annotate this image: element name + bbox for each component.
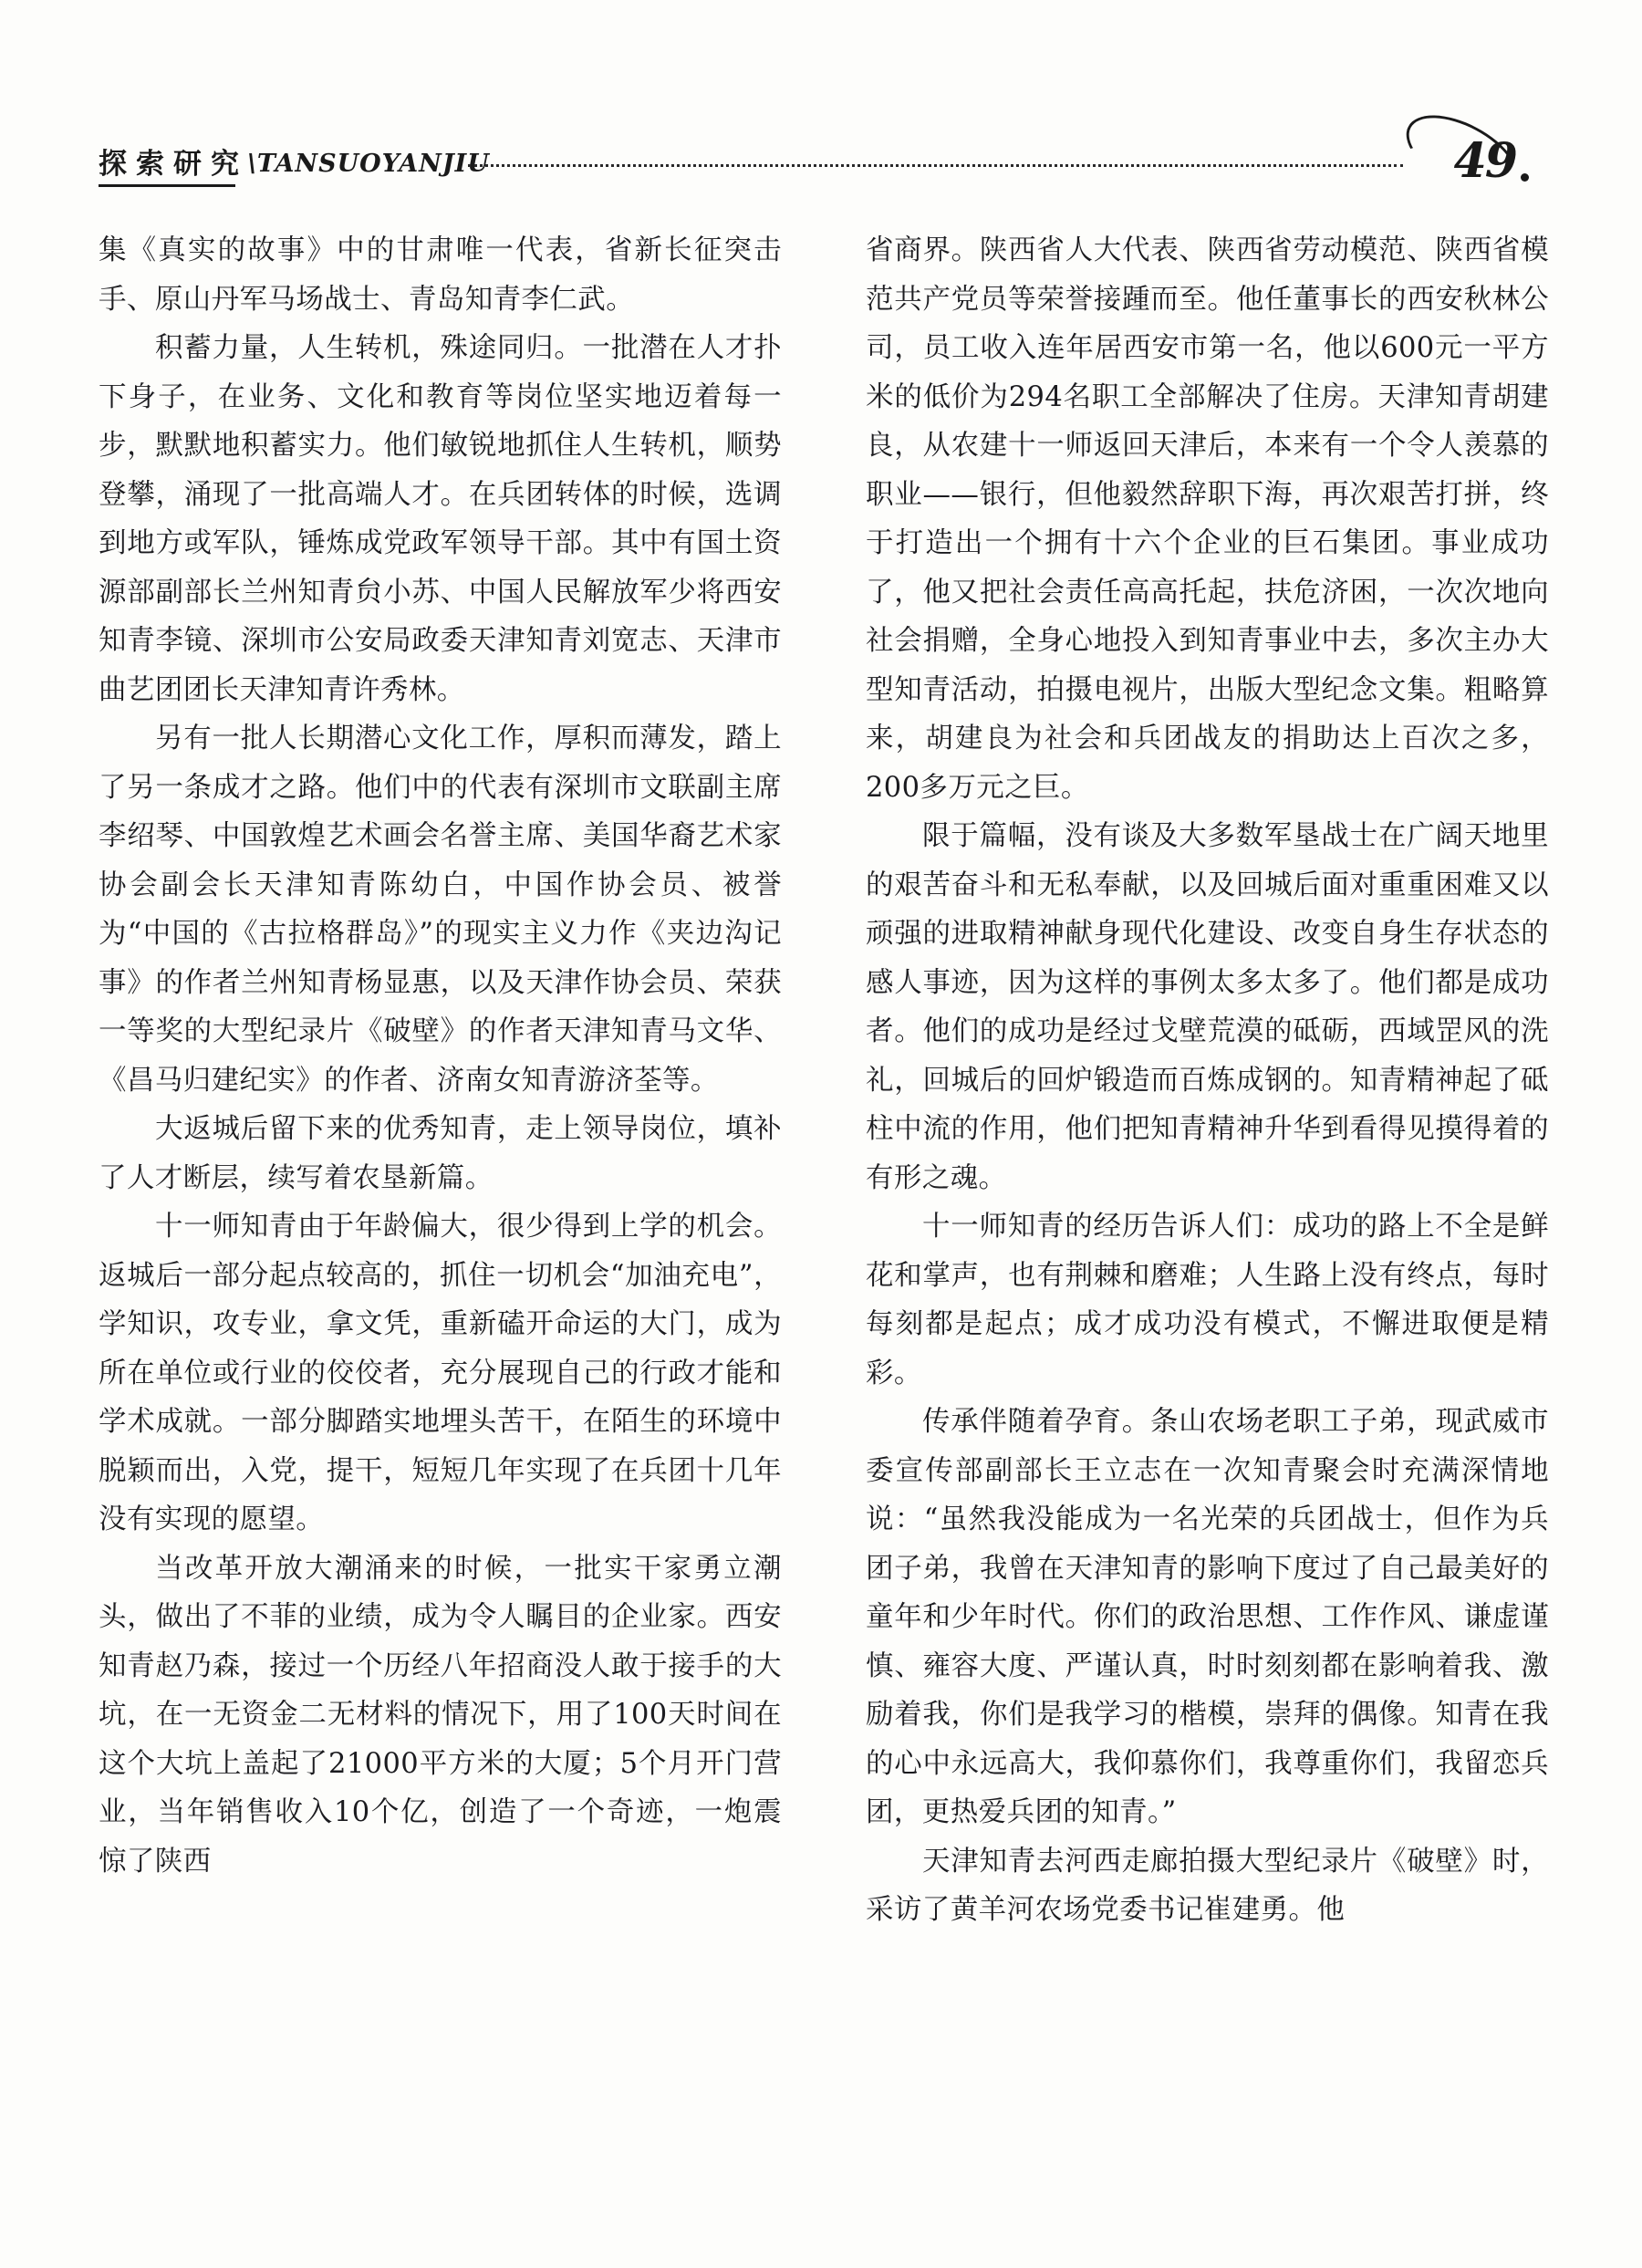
paragraph: 另有一批人长期潜心文化工作，厚积而薄发，踏上了另一条成才之路。他们中的代表有深圳市文联副主席李绍琴、中国敦煌艺术画会名誉主席、美国华裔艺术家协会副会长天津知青陈幼白，中国作协会员、被誉为“中国的《古拉格群岛》”的现实主义力作《夹边沟记事》的作者兰州知青杨显惠，以及天津作协会员、荣获一等奖的大型纪录片《破壁》的作者天津知青马文华、《昌马归建纪实》的作者、济南女知青游济荃等。 [99,723,782,1097]
section-title-chinese: 探索研究 [99,148,248,181]
paragraph: 十一师知青由于年龄偏大，很少得到上学的机会。返城后一部分起点较高的，抓住一切机会“加油充电”，学知识，攻专业，拿文凭，重新磕开命运的大门，成为所在单位或行业的佼佼者，充分展现自己的行政才能和学术成就。一部分脚踏实地埋头苦干，在陌生的环境中脱颖而出，入党，提干，短短几年实现了在兵团十几年没有实现的愿望。 [99,1211,782,1535]
right-column [866,226,1549,1935]
page-number-dot-decoration [1521,173,1529,182]
paragraph: 十一师知青的经历告诉人们：成功的路上不全是鲜花和掌声，也有荆棘和磨难；人生路上没有终点，每时每刻都是起点；成才成功没有模式，不懈进取便是精彩。 [866,1211,1549,1389]
paragraph: 省商界。陕西省人大代表、陕西省劳动模范、陕西省模范共产党员等荣誉接踵而至。他任董事长的西安秋林公司，员工收入连年居西安市第一名，他以600元一平方米的低价为294名职工全部解决了住房。天津知青胡建良，从农建十一师返回天津后，本来有一个令人羡慕的职业——银行，但他毅然辞职下海，再次艰苦打拼，终于打造出一个拥有十六个企业的巨石集团。事业成功了，他又把社会责任高高托起，扶危济困，一次次地向社会捐赠，全身心地投入到知青事业中去，多次主办大型知青活动，拍摄电视片，出版大型纪念文集。粗略算来，胡建良为社会和兵团战友的捐助达上百次之多，200多万元之巨。 [866,234,1549,804]
page-number: 49 [1453,133,1516,189]
paragraph: 当改革开放大潮涌来的时候，一批实干家勇立潮头，做出了不菲的业绩，成为令人瞩目的企业家。西安知青赵乃森，接过一个历经八年招商没人敢于接手的大坑，在一无资金二无材料的情况下，用了100天时间在这个大坑上盖起了21000平方米的大厦；5个月开门营业，当年销售收入10个亿，创造了一个奇迹，一炮震惊了陕西 [99,1552,782,1878]
section-title-pinyin: \TANSUOYANJIU [247,150,490,178]
paragraph: 大返城后留下来的优秀知青，走上领导岗位，填补了人才断层，续写着农垦新篇。 [99,1113,782,1194]
paragraph: 天津知青去河西走廊拍摄大型纪录片《破壁》时，采访了黄羊河农场党委书记崔建勇。他 [866,1845,1549,1926]
paragraph: 限于篇幅，没有谈及大多数军垦战士在广阔天地里的艰苦奋斗和无私奉献，以及回城后面对重重困难又以顽强的进取精神献身现代化建设、改变自身生存状态的感人事迹，因为这样的事例太多太多了。他们都是成功者。他们的成功是经过戈壁荒漠的砥砺，西域罡风的洗礼，回城后的回炉锻造而百炼成钢的。知青精神起了砥柱中流的作用，他们把知青精神升华到看得见摸得着的有形之魂。 [866,820,1549,1194]
body-columns [99,226,1549,1935]
paragraph: 集《真实的故事》中的甘肃唯一代表，省新长征突击手、原山丹军马场战士、青岛知青李仁武。 [99,234,782,316]
paragraph: 积蓄力量，人生转机，殊途同归。一批潜在人才扑下身子，在业务、文化和教育等岗位坚实地迈着每一步，默默地积蓄实力。他们敏锐地抓住人生转机，顺势登攀，涌现了一批高端人才。在兵团转体的时候，选调到地方或军队，锤炼成党政军领导干部。其中有国土资源部副部长兰州知青贠小苏、中国人民解放军少将西安知青李镜、深圳市公安局政委天津知青刘宽志、天津市曲艺团团长天津知青许秀林。 [99,332,782,706]
page-header [99,133,1549,201]
header-underline-rule [99,184,235,187]
paragraph: 传承伴随着孕育。条山农场老职工子弟，现武威市委宣传部副部长王立志在一次知青聚会时充满深情地说：“虽然我没能成为一名光荣的兵团战士，但作为兵团子弟，我曾在天津知青的影响下度过了自己最美好的童年和少年时代。你们的政治思想、工作作风、谦虚谨慎、雍容大度、严谨认真，时时刻刻都在影响着我、激励着我，你们是我学习的楷模，崇拜的偶像。知青在我的心中永远高大，我仰慕你们，我尊重你们，我留恋兵团，更热爱兵团的知青。” [866,1406,1549,1828]
left-column [99,226,782,1935]
header-dotted-rule [468,164,1403,167]
